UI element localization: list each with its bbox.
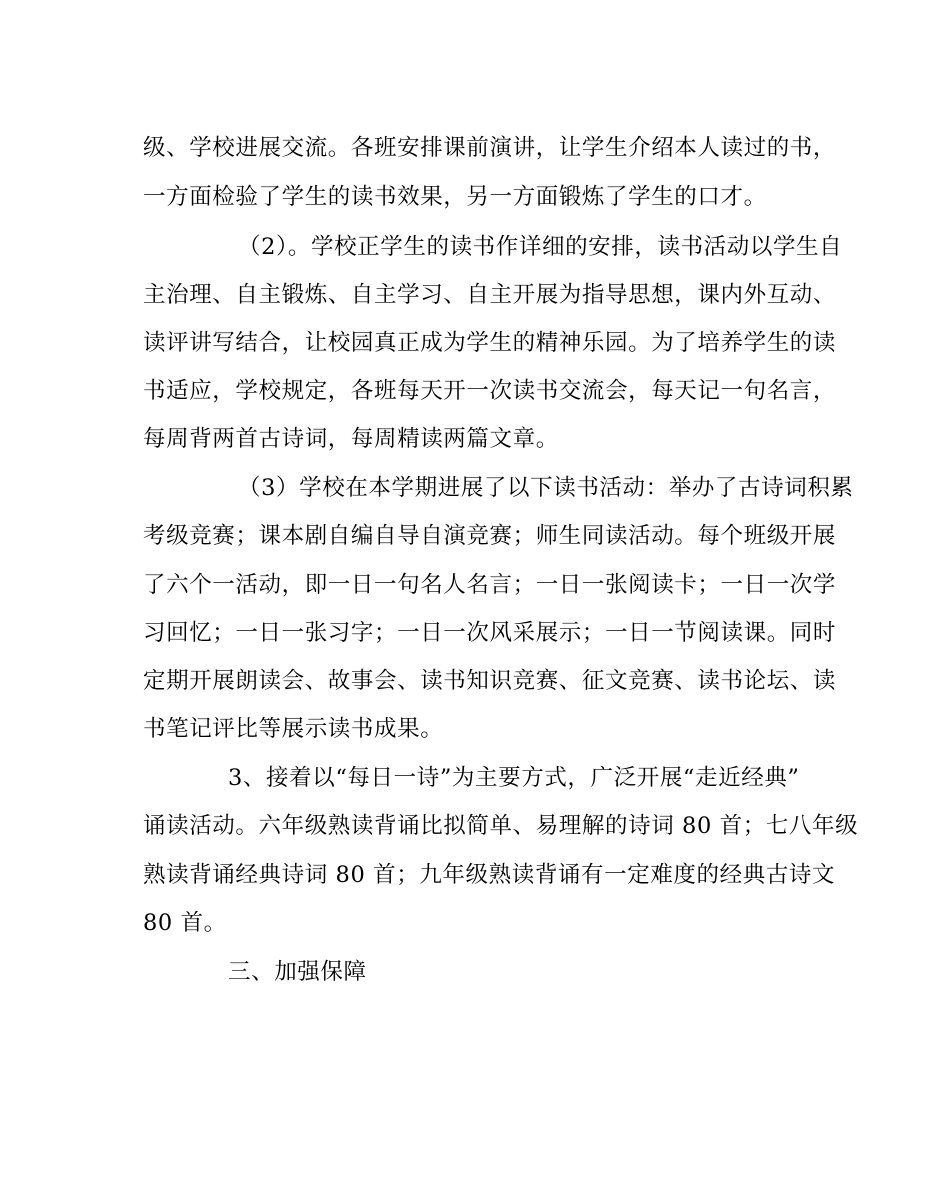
text-line: 一方面检验了学生的读书效果，另一方面锻炼了学生的口才。 [143,184,767,210]
text-line: 80 首。 [143,910,227,936]
text-line: 习回忆；一日一张习字；一日一次风采展示；一日一节阅读课。同时 [143,620,837,646]
text-line: 熟读背诵经典诗词 80 首；九年级熟读背诵有一定难度的经典古诗文 [143,862,836,888]
text-line: （3）学校在本学期进展了以下读书活动：举办了古诗词积累 [238,475,854,501]
text-line: 书笔记评比等展示读书成果。 [143,716,444,742]
text-line: 主治理、自主锻炼、自主学习、自主开展为指导思想，课内外互动、 [143,282,837,308]
text-line: 考级竞赛；课本剧自编自导自演竞赛；师生同读活动。每个班级开展 [143,523,837,549]
text-line: 书适应，学校规定，各班每天开一次读书交流会，每天记一句名言， [143,378,837,404]
section-heading: 三、加强保障 [228,959,367,985]
text-line: 3、接着以“每日一诗”为主要方式，广泛开展“走近经典” [228,765,800,791]
text-line: 诵读活动。六年级熟读背诵比拟简单、易理解的诗词 80 首；七八年级 [143,813,859,839]
text-line: 每周背两首古诗词，每周精读两篇文章。 [143,426,559,452]
text-line: （2）。学校正学生的读书作详细的安排，读书活动以学生自 [238,234,843,260]
text-line: 定期开展朗读会、故事会、读书知识竞赛、征文竞赛、读书论坛、读 [143,668,837,694]
text-line: 了六个一活动，即一日一句名人名言；一日一张阅读卡；一日一次学 [143,572,837,598]
text-line: 读评讲写结合，让校园真正成为学生的精神乐园。为了培养学生的读 [143,330,837,356]
text-line: 级、学校进展交流。各班安排课前演讲，让学生介绍本人读过的书， [143,135,837,161]
